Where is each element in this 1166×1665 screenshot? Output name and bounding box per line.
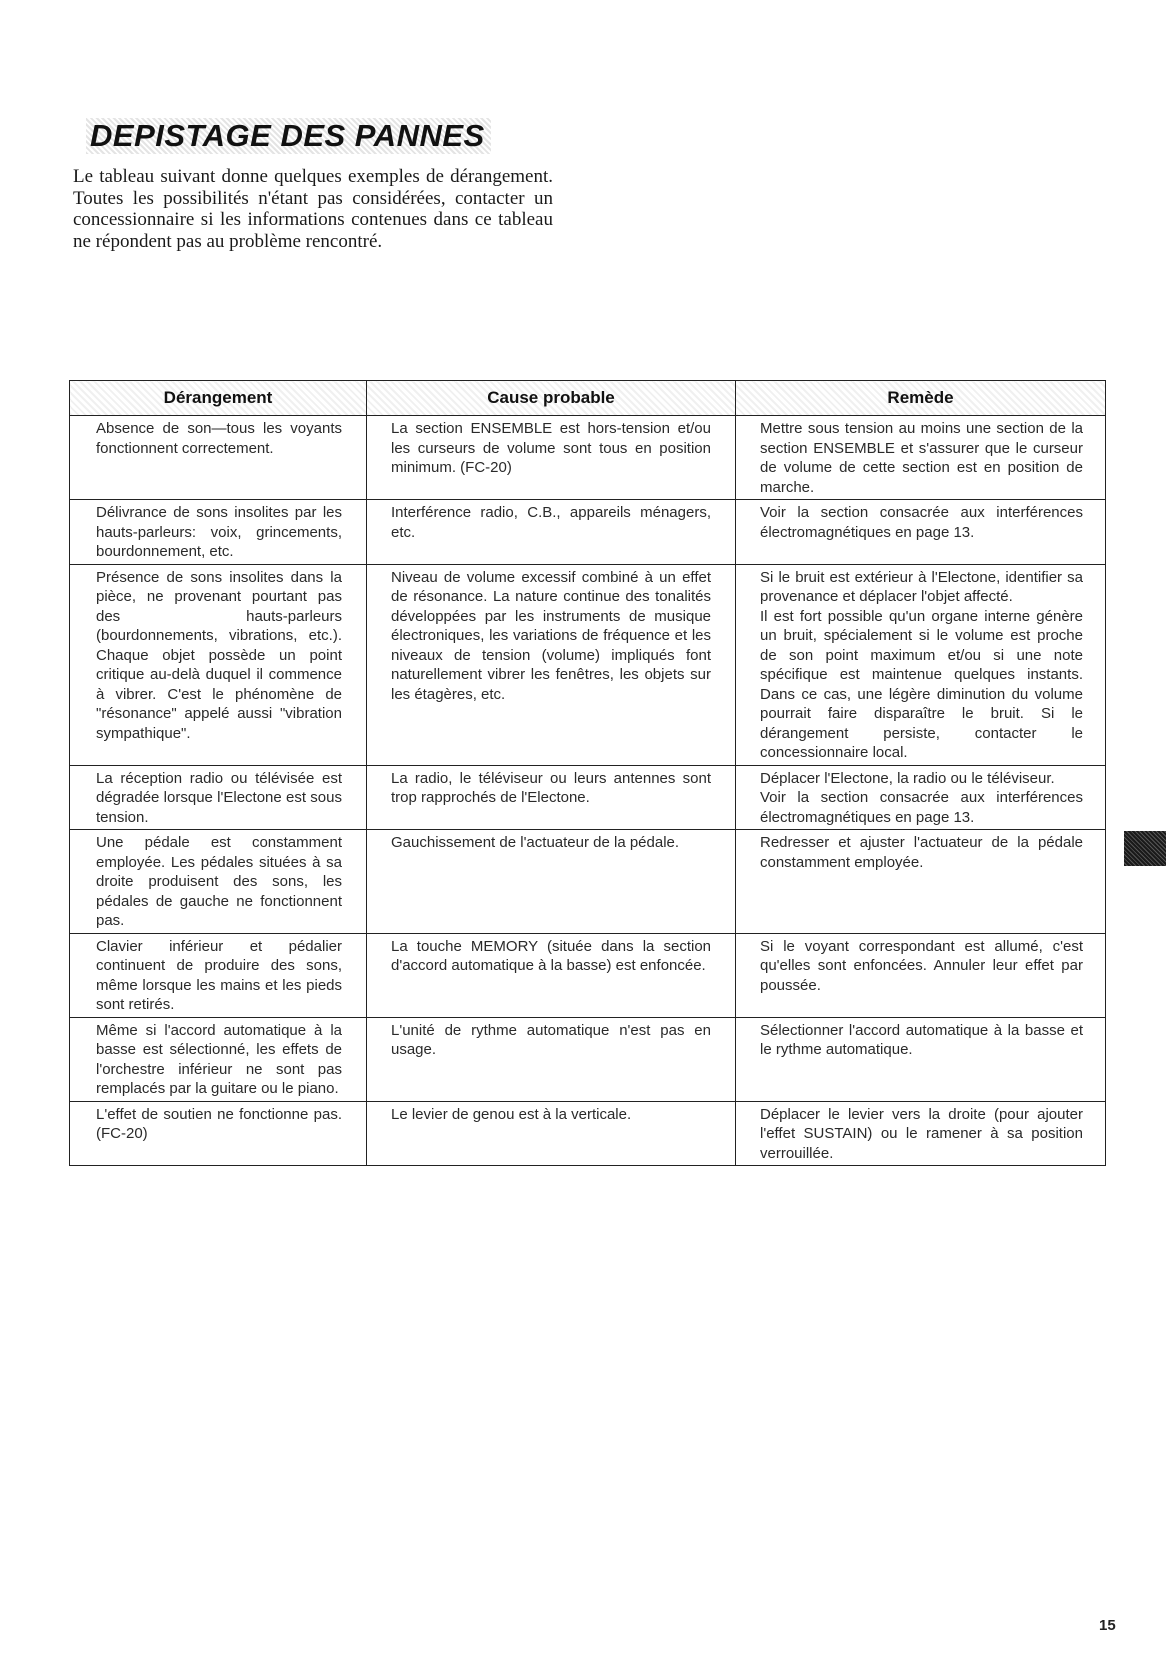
table-row: [70, 500, 1106, 565]
remede-paragraph: Voir la section consacrée aux interférences électromagnétiques en page 13.: [760, 504, 1083, 541]
cell-derangement: L'effet de soutien ne fonctionne pas. (FC-20): [70, 1101, 367, 1166]
cell-derangement: Clavier inférieur et pédalier continuent de produire des sons, même lorsque les mains et les pieds sont retirés.: [70, 933, 367, 1017]
cell-cause: L'unité de rythme automatique n'est pas en usage.: [367, 1017, 736, 1101]
cell-cause: Le levier de genou est à la verticale.: [367, 1101, 736, 1166]
table-row: [70, 1017, 1106, 1101]
intro-paragraph: Le tableau suivant donne quelques exemples de dérangement. Toutes les possibilités n'étant pas considérées, contacter un concessionnaire si les informations contenues dans ce tableau ne répondent pas au problème rencontré.: [73, 166, 553, 252]
remede-paragraph: Si le voyant correspondant est allumé, c'est qu'elles sont enfoncées. Annuler leur effet par poussée.: [760, 937, 1083, 994]
header-cause-probable: Cause probable: [367, 381, 736, 416]
remede-paragraph: Mettre sous tension au moins une section de la section ENSEMBLE et s'assurer que le curseur de volume de cette section est en position de marche.: [760, 420, 1083, 496]
troubleshooting-table: [69, 380, 1106, 1166]
page-title: DEPISTAGE DES PANNES: [86, 118, 491, 154]
cell-remede: [736, 1101, 1106, 1166]
remede-paragraph: Il est fort possible qu'un organe interne génère un bruit, spécialement si le volume est proche de son point maximum et/ou si une note spécifique est maintenue quelques instants. Dans ce cas, une légère diminution du volume pourrait faire disparaître le bruit. Si le dérangement persiste, contacter le concessionnaire local.: [760, 607, 1083, 761]
table-header-row: [70, 381, 1106, 416]
cell-derangement: Même si l'accord automatique à la basse est sélectionné, les effets de l'orchestre inférieur ne sont pas remplacés par la guitare ou le piano.: [70, 1017, 367, 1101]
cell-derangement: La réception radio ou télévisée est dégradée lorsque l'Electone est sous tension.: [70, 765, 367, 830]
section-thumb-tab: [1124, 831, 1166, 866]
table-row: [70, 933, 1106, 1017]
cell-cause: Gauchissement de l'actuateur de la pédale.: [367, 830, 736, 934]
cell-cause: La radio, le téléviseur ou leurs antennes sont trop rapprochés de l'Electone.: [367, 765, 736, 830]
header-remede: Remède: [736, 381, 1106, 416]
cell-cause: Niveau de volume excessif combiné à un effet de résonance. La nature continue des tonalités développées par les instruments de musique électroniques, les variations de fréquence et les niveaux de tension (volume) impliqués font naturellement vibrer les fenêtres, les objets sur les étagères, etc.: [367, 564, 736, 765]
cell-remede: [736, 765, 1106, 830]
cell-derangement: Présence de sons insolites dans la pièce, ne provenant pourtant pas des hauts-parleurs (bourdonnements, vibrations, etc.). Chaque objet possède un point critique au-delà duquel il commence à vibrer. C'est le phénomène de "résonance" appelé aussi "vibration sympathique".: [70, 564, 367, 765]
table-row: [70, 765, 1106, 830]
cell-derangement: Une pédale est constamment employée. Les pédales situées à sa droite produisent des sons, les pédales de gauche ne fonctionnent pas.: [70, 830, 367, 934]
cell-remede: [736, 933, 1106, 1017]
cell-remede: [736, 500, 1106, 565]
cell-cause: La touche MEMORY (située dans la section d'accord automatique à la basse) est enfoncée.: [367, 933, 736, 1017]
table-row: [70, 830, 1106, 934]
remede-paragraph: Déplacer le levier vers la droite (pour ajouter l'effet SUSTAIN) ou le ramener à sa position verrouillée.: [760, 1105, 1083, 1162]
cell-cause: La section ENSEMBLE est hors-tension et/ou les curseurs de volume sont tous en position minimum. (FC-20): [367, 416, 736, 500]
remede-paragraph: Déplacer l'Electone, la radio ou le téléviseur.: [760, 769, 1055, 787]
table-row: [70, 1101, 1106, 1166]
cell-cause: Interférence radio, C.B., appareils ménagers, etc.: [367, 500, 736, 565]
table-row: [70, 564, 1106, 765]
remede-paragraph: Si le bruit est extérieur à l'Electone, identifier sa provenance et déplacer l'objet affecté.: [760, 568, 1083, 605]
remede-paragraph: Voir la section consacrée aux interférences électromagnétiques en page 13.: [760, 789, 1083, 826]
remede-paragraph: Sélectionner l'accord automatique à la basse et le rythme automatique.: [760, 1021, 1083, 1058]
page-number: 15: [1099, 1617, 1116, 1634]
cell-derangement: Délivrance de sons insolites par les hauts-parleurs: voix, grincements, bourdonnement, etc.: [70, 500, 367, 565]
header-derangement: Dérangement: [70, 381, 367, 416]
cell-derangement: Absence de son—tous les voyants fonctionnent correctement.: [70, 416, 367, 500]
cell-remede: [736, 1017, 1106, 1101]
table-row: [70, 416, 1106, 500]
cell-remede: [736, 830, 1106, 934]
cell-remede: [736, 416, 1106, 500]
remede-paragraph: Redresser et ajuster l'actuateur de la pédale constamment employée.: [760, 834, 1083, 871]
cell-remede: [736, 564, 1106, 765]
